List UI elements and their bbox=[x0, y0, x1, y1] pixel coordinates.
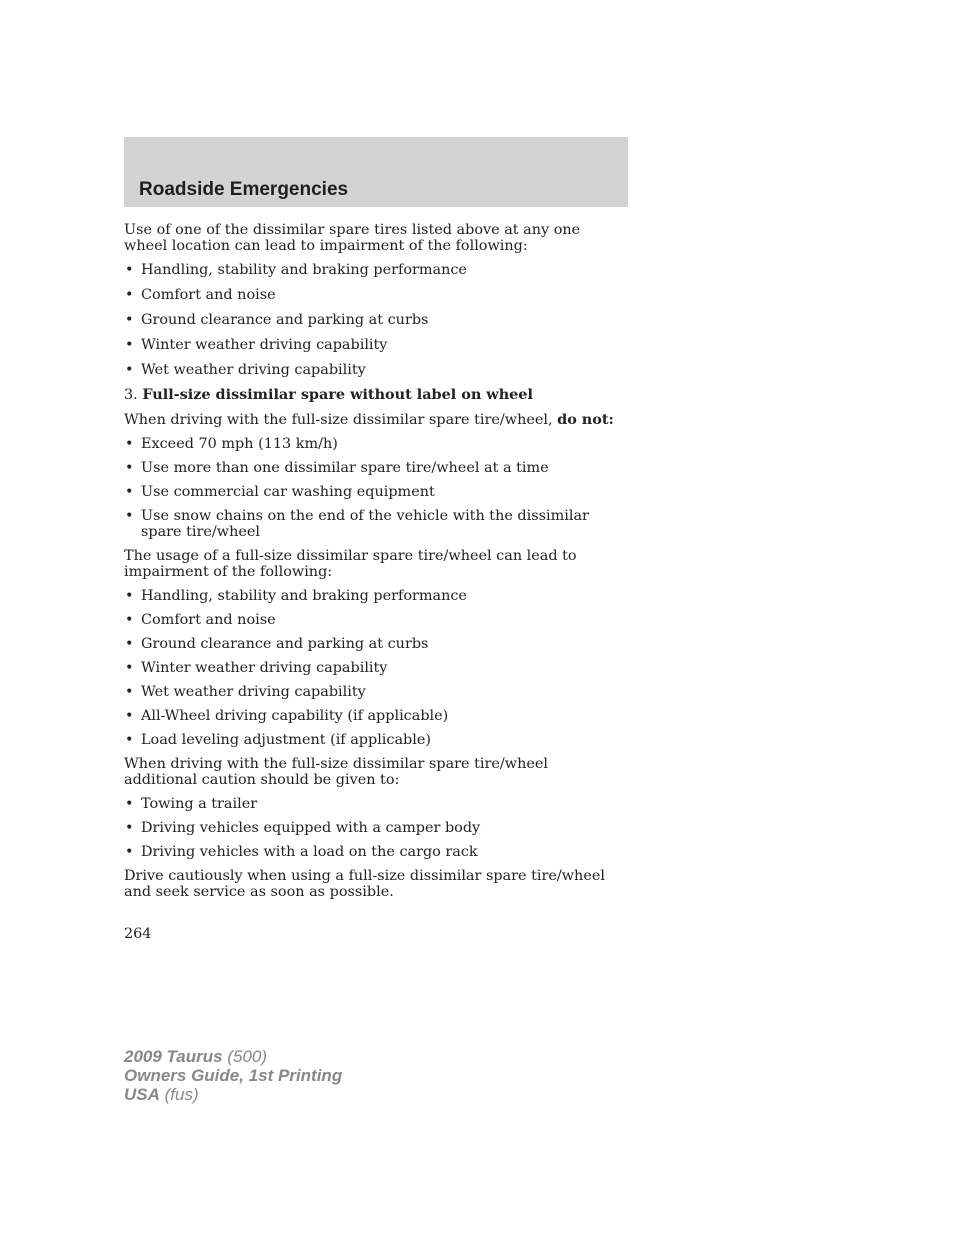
footer-market: USA bbox=[124, 1085, 160, 1104]
list-item bbox=[124, 660, 614, 676]
do-not-list bbox=[124, 436, 614, 540]
list-item-text: Wet weather driving capability bbox=[141, 684, 366, 700]
do-not-paragraph bbox=[124, 412, 614, 428]
footer-model: 2009 Taurus bbox=[124, 1047, 223, 1066]
list-item bbox=[124, 262, 614, 278]
footer-market-code: (fus) bbox=[164, 1085, 199, 1104]
list-item-text: Handling, stability and braking performance bbox=[141, 588, 467, 604]
list-item bbox=[124, 844, 614, 860]
list-item bbox=[124, 484, 614, 500]
bullet-icon: • bbox=[125, 436, 134, 452]
list-item-text: Winter weather driving capability bbox=[141, 337, 388, 353]
list-item-text: All-Wheel driving capability (if applicable) bbox=[141, 708, 449, 724]
bullet-icon: • bbox=[125, 708, 134, 724]
bullet-icon: • bbox=[125, 362, 134, 378]
list-item-text: Driving vehicles with a load on the cargo rack bbox=[141, 844, 478, 860]
footer-line-2: Owners Guide, 1st Printing bbox=[124, 1066, 343, 1085]
bullet-icon: • bbox=[125, 660, 134, 676]
section-header-band bbox=[124, 137, 628, 207]
list-item bbox=[124, 732, 614, 748]
bullet-icon: • bbox=[125, 460, 134, 476]
list-item bbox=[124, 588, 614, 604]
page-number: 264 bbox=[124, 926, 152, 942]
list-item bbox=[124, 362, 614, 378]
bullet-icon: • bbox=[125, 588, 134, 604]
bullet-icon: • bbox=[125, 684, 134, 700]
footer-line-1 bbox=[124, 1047, 342, 1066]
bullet-icon: • bbox=[125, 732, 134, 748]
bullet-icon: • bbox=[125, 262, 134, 278]
document-footer bbox=[124, 1047, 342, 1104]
list-item-text: Comfort and noise bbox=[141, 287, 276, 303]
list-item bbox=[124, 337, 614, 353]
list-item-text: Use snow chains on the end of the vehicle with the dissimilar spare tire/wheel bbox=[141, 508, 589, 540]
do-not-lead: When driving with the full-size dissimilar spare tire/wheel, bbox=[124, 412, 553, 428]
page-content bbox=[124, 220, 614, 908]
list-item bbox=[124, 436, 614, 452]
list-item-text: Towing a trailer bbox=[141, 796, 258, 812]
list-item bbox=[124, 636, 614, 652]
do-not-bold: do not: bbox=[557, 411, 614, 428]
list-item-text: Ground clearance and parking at curbs bbox=[141, 636, 429, 652]
impairment-list bbox=[124, 262, 614, 378]
list-item bbox=[124, 684, 614, 700]
list-item-text: Load leveling adjustment (if applicable) bbox=[141, 732, 431, 748]
list-item-text: Driving vehicles equipped with a camper body bbox=[141, 820, 481, 836]
list-item-text: Use commercial car washing equipment bbox=[141, 484, 435, 500]
section-3-heading bbox=[124, 387, 614, 403]
bullet-icon: • bbox=[125, 508, 134, 524]
bullet-icon: • bbox=[125, 820, 134, 836]
bullet-icon: • bbox=[125, 844, 134, 860]
caution-paragraph: When driving with the full-size dissimilar spare tire/wheel additional caution should be given to: bbox=[124, 756, 548, 788]
bullet-icon: • bbox=[125, 312, 134, 328]
bullet-icon: • bbox=[125, 484, 134, 500]
list-item-text: Wet weather driving capability bbox=[141, 362, 366, 378]
list-item bbox=[124, 796, 614, 812]
list-item-text: Use more than one dissimilar spare tire/wheel at a time bbox=[141, 460, 549, 476]
footer-line-3 bbox=[124, 1085, 342, 1104]
bullet-icon: • bbox=[125, 796, 134, 812]
list-item-text: Exceed 70 mph (113 km/h) bbox=[141, 436, 338, 452]
section-title: Roadside Emergencies bbox=[139, 179, 349, 200]
list-item-text: Winter weather driving capability bbox=[141, 660, 388, 676]
bullet-icon: • bbox=[125, 337, 134, 353]
list-item bbox=[124, 508, 614, 540]
bullet-icon: • bbox=[125, 612, 134, 628]
list-item-text: Comfort and noise bbox=[141, 612, 276, 628]
usage-paragraph: The usage of a full-size dissimilar spare tire/wheel can lead to impairment of the following: bbox=[124, 548, 577, 580]
intro-paragraph: Use of one of the dissimilar spare tires listed above at any one wheel location can lead to impairment of the following: bbox=[124, 222, 581, 254]
list-item bbox=[124, 612, 614, 628]
list-item bbox=[124, 287, 614, 303]
footer-model-code: (500) bbox=[227, 1047, 268, 1066]
section-3-title: Full-size dissimilar spare without label on wheel bbox=[142, 386, 533, 403]
list-item bbox=[124, 820, 614, 836]
list-item bbox=[124, 460, 614, 476]
section-3-number: 3. bbox=[124, 387, 138, 403]
closing-paragraph: Drive cautiously when using a full-size dissimilar spare tire/wheel and seek service as soon as possible. bbox=[124, 868, 605, 900]
caution-list bbox=[124, 796, 614, 860]
list-item bbox=[124, 312, 614, 328]
usage-impairment-list bbox=[124, 588, 614, 748]
list-item-text: Ground clearance and parking at curbs bbox=[141, 312, 429, 328]
list-item bbox=[124, 708, 614, 724]
bullet-icon: • bbox=[125, 636, 134, 652]
list-item-text: Handling, stability and braking performance bbox=[141, 262, 467, 278]
bullet-icon: • bbox=[125, 287, 134, 303]
